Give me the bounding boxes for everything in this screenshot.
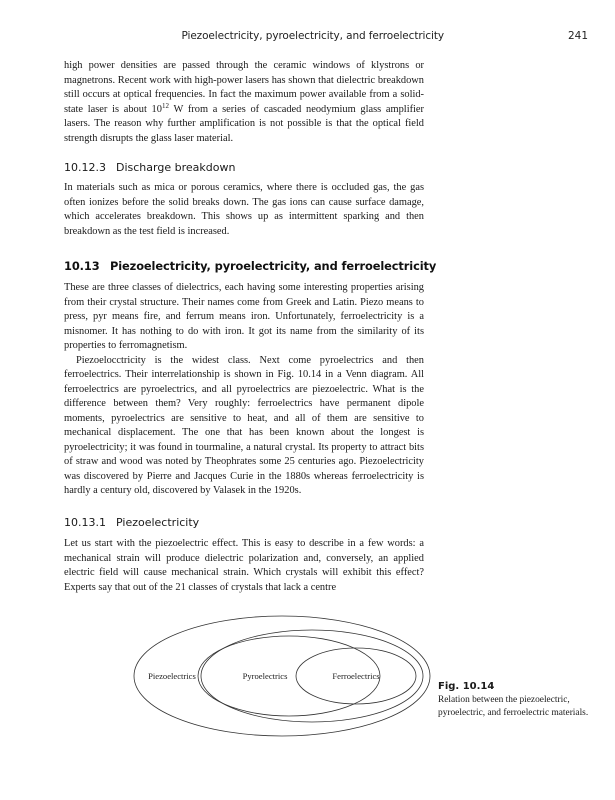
discharge-text-block <box>64 181 424 239</box>
subsection-title: Piezoelectricity <box>116 516 200 529</box>
venn-diagram <box>132 614 432 738</box>
intro-paragraph <box>64 59 424 146</box>
main-paragraph-1: These are three classes of dielectrics, each having some interesting properties arising from their crystal structure. Their names come from Greek and Latin. Piezo means to press, pyr means fire, and ferrum means iron. Unfortunately, ferroelectricity is a misnomer. It has nothing to do with iron. It got its name from the similarity of its properties to ferromagnetism. <box>64 282 424 351</box>
main-text-block <box>64 281 424 499</box>
running-head-title: Piezoelectricity, pyroelectricity, and ferroelectricity <box>181 30 444 42</box>
piezoelectrics-label: Piezoelectrics <box>148 671 196 681</box>
ferroelectrics-label: Ferroelectrics <box>332 671 380 681</box>
pyroelectrics-label: Pyroelectrics <box>242 671 288 681</box>
section-heading-main <box>64 259 436 273</box>
subsection-heading-discharge <box>64 161 235 174</box>
page-number: 241 <box>568 30 589 42</box>
intro-text-start: high power densities are passed through the ceramic windows of klystrons or magnetrons. Recent work with high-power lasers has shown that dielectric breakdown still occurs at optical frequencies. In fact the maximum power available from a solid-state laser is about 10 <box>64 60 424 115</box>
piezo-paragraph: Let us start with the piezoelectric effect. This is easy to describe in a few words: a mechanical strain will produce dielectric polarization and, conversely, an applied electric field will cause mechanical strain. Which crystals will exhibit this effect? Experts say that out of the 21 classes of crystals that lack a centre <box>64 538 424 593</box>
intro-text-block <box>64 59 424 146</box>
power-exponent: 12 <box>161 101 169 110</box>
subsection-title: Discharge breakdown <box>116 161 236 174</box>
figure-caption-text: Relation between the piezoelectric, pyroelectric, and ferroelectric materials. <box>438 695 589 718</box>
section-number: 10.13 <box>64 259 100 273</box>
section-title: Piezoelectricity, pyroelectricity, and ferroelectricity <box>110 259 437 273</box>
figure-caption <box>438 681 598 719</box>
main-paragraph-2: Piezoelocctricity is the widest class. Next come pyroelectrics and then ferroelectrics. Their interrelationship is shown in Fig. 10.14 in a Venn diagram. All ferroelectrics are pyroelectrics, and all pyroelectrics are piezoelectric. What is the difference between them? Very roughly: ferroelectrics have permanent dipole moments, pyroelectrics are sensitive to heat, and all of them are sensitive to mechanical displacement. The one that has been known about the longest is pyroelectricity; it was found in tourmaline, a natural crystal. Its property to attract bits of straw and wood was noted by Theophrates some 25 centuries ago. Piezoelectricity was discovered by Pierre and Jacques Curie in the 1880s whereas ferroelectricity is hardly a century old, discovered by Valasek in the 1920s. <box>64 354 424 496</box>
subsection-number: 10.12.3 <box>64 161 106 174</box>
intro-text-end: W from a series of cascaded neodymium glass amplifier lasers. The reason why further amplification is not possible is that the optical field strength disrupts the glass laser material. <box>64 103 424 144</box>
subsection-heading-piezo <box>64 516 199 529</box>
discharge-paragraph: In materials such as mica or porous ceramics, where there is occluded gas, the gas often ionizes before the solid breaks down. The gas ions can cause surface damage, which accelerates breakdown. This shows up as intermittent sparking and then breakdown as the test field is increased. <box>64 182 424 237</box>
subsection-number: 10.13.1 <box>64 516 106 529</box>
piezo-text-block <box>64 537 424 595</box>
figure-caption-label: Fig. 10.14 <box>438 681 495 692</box>
